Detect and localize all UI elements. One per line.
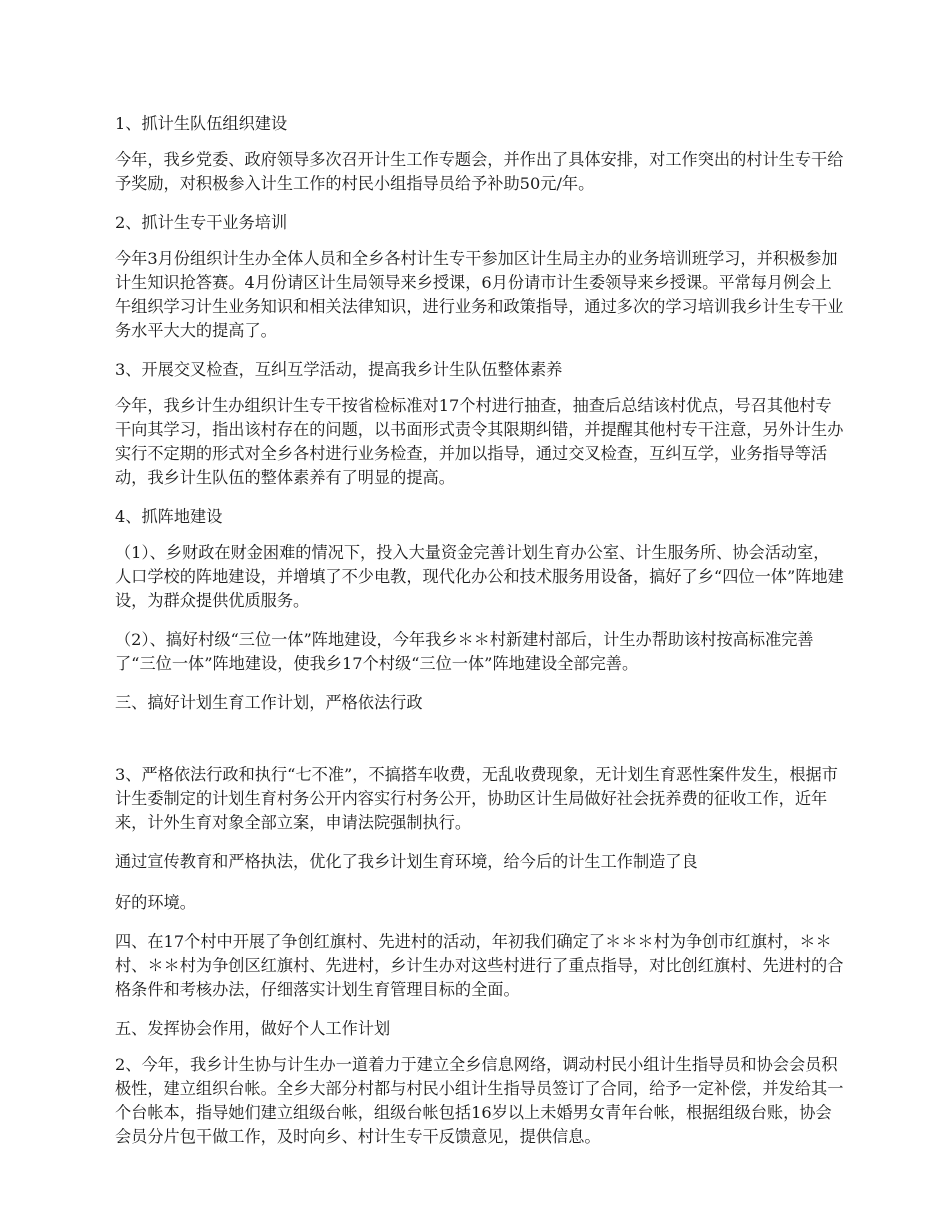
paragraph-facilities-village: （2）、搞好村级“三位一体”阵地建设，今年我乡＊＊村新建村部后，计生办帮助该村按高标准完善了“三位一体”阵地建设，使我乡17个村级“三位一体”阵地建设全部完善。 bbox=[115, 630, 814, 673]
paragraph-leadership-support: 今年，我乡党委、政府领导多次召开计生工作专题会，并作出了具体安排，对工作突出的村计生专干给予奖励，对积极参入计生工作的村民小组指导员给予补助50元/年。 bbox=[115, 150, 844, 193]
paragraph-training: 今年3月份组织计生办全体人员和全乡各村计生专干参加区计生局主办的业务培训班学习，并积极参加计生知识抢答赛。4月份请区计生局领导来乡授课，6月份请市计生委领导来乡授课。平常每月例会上午组织学习计生业务知识和相关法律知识，进行业务和政策指导，通过多次的学习培训我乡计生专干业务水平大大的提高了。 bbox=[115, 249, 844, 340]
section-heading-association: 五、发挥协会作用，做好个人工作计划 bbox=[115, 1019, 391, 1038]
section-heading-family-planning-law: 三、搞好计划生育工作计划，严格依法行政 bbox=[115, 693, 423, 712]
paragraph-environment-line2: 好的环境。 bbox=[115, 893, 196, 912]
document-body bbox=[115, 112, 845, 1164]
blank-gap bbox=[115, 727, 845, 763]
section-heading-training: 2、抓计生专干业务培训 bbox=[115, 213, 288, 232]
paragraph-environment-line1: 通过宣传教育和严格执法，优化了我乡计划生育环境，给今后的计生工作制造了良 bbox=[115, 852, 698, 871]
paragraph-association-network: 2、今年，我乡计生协与计生办一道着力于建立全乡信息网络，调动村民小组计生指导员和协会会员积极性，建立组织台帐。全乡大部分村都与村民小组计生指导员签订了合同，给予一定补偿，并发给其一个台帐本，指导她们建立组级台帐，组级台帐包括16岁以上未婚男女青年台帐，根据组级台账，协会会员分片包干做工作，及时向乡、村计生专干反馈意见，提供信息。 bbox=[115, 1055, 844, 1146]
paragraph-red-flag-villages: 四、在17个村中开展了争创红旗村、先进村的活动，年初我们确定了＊＊＊村为争创市红旗村，＊＊村、＊＊村为争创区红旗村、先进村，乡计生办对这些村进行了重点指导，对比创红旗村、先进村的合格条件和考核办法，仔细落实计划生育管理目标的全面。 bbox=[115, 932, 844, 999]
paragraph-law-enforcement: 3、严格依法行政和执行“七不准”，不搞搭车收费，无乱收费现象，无计划生育恶性案件发生，根据市计生委制定的计划生育村务公开内容实行村务公开，协助区计生局做好社会抚养费的征收工作，近年来，计外生育对象全部立案，申请法院强制执行。 bbox=[115, 765, 838, 832]
section-heading-cross-inspection: 3、开展交叉检查，互纠互学活动，提高我乡计生队伍整体素养 bbox=[115, 360, 563, 379]
section-heading-facilities: 4、抓阵地建设 bbox=[115, 507, 223, 526]
paragraph-cross-inspection: 今年，我乡计生办组织计生专干按省检标准对17个村进行抽查，抽查后总结该村优点，号召其他村专干向其学习，指出该村存在的问题，以书面形式责令其限期纠错，并提醒其他村专干注意，另外计生办实行不定期的形式对全乡各村进行业务检查，并加以指导，通过交叉检查，互纠互学，业务指导等活动，我乡计生队伍的整体素养有了明显的提高。 bbox=[115, 396, 844, 487]
paragraph-facilities-township: （1）、乡财政在财金困难的情况下，投入大量资金完善计划生育办公室、计生服务所、协会活动室，人口学校的阵地建设，并增填了不少电教，现代化办公和技术服务用设备，搞好了乡“四位一体”阵地建设，为群众提供优质服务。 bbox=[115, 543, 844, 610]
section-heading-team-building: 1、抓计生队伍组织建设 bbox=[115, 114, 288, 133]
